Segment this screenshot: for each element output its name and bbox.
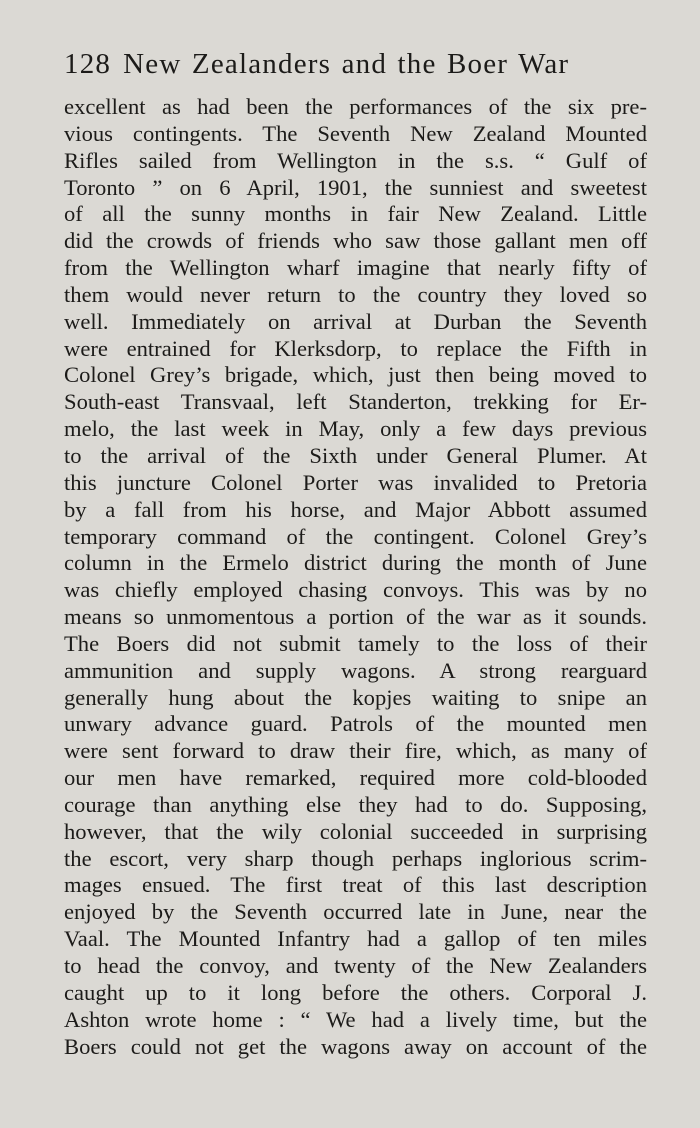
text-line: well. Immediately on arrival at Durban the Seventh <box>64 308 647 334</box>
text-line: The Boers did not submit tamely to the loss of their <box>64 630 647 656</box>
text-line: means so unmomentous a portion of the war as it sounds. <box>64 604 647 630</box>
text-line: from the Wellington wharf imagine that nearly fifty of <box>64 255 647 281</box>
text-line: Toronto ” on 6 April, 1901, the sunniest and sweetest <box>64 174 647 200</box>
text-line: enjoyed by the Seventh occurred late in June, near the <box>64 899 647 925</box>
page-number: 128 <box>64 48 112 80</box>
text-line: this juncture Colonel Porter was invalided to Pretoria <box>64 469 647 495</box>
running-head <box>64 44 624 84</box>
text-line: Rifles sailed from Wellington in the s.s. “ Gulf of <box>64 147 647 173</box>
text-line: excellent as had been the performances of the six pre- <box>64 94 647 119</box>
text-line: did the crowds of friends who saw those gallant men off <box>64 228 647 254</box>
text-line: mages ensued. The first treat of this last description <box>64 872 647 898</box>
text-line: Vaal. The Mounted Infantry had a gallop of ten miles <box>64 926 647 952</box>
text-line: Ashton wrote home : “ We had a lively time, but the <box>64 1006 647 1032</box>
text-line: South-east Transvaal, left Standerton, trekking for Er- <box>64 389 647 415</box>
text-line: Colonel Grey’s brigade, which, just then being moved to <box>64 362 647 388</box>
text-line: courage than anything else they had to do. Supposing, <box>64 791 647 817</box>
text-line: our men have remarked, required more cold-blooded <box>64 765 647 791</box>
text-line: caught up to it long before the others. Corporal J. <box>64 979 647 1005</box>
text-line: ammunition and supply wagons. A strong rearguard <box>64 657 647 683</box>
text-line: unwary advance guard. Patrols of the mounted men <box>64 711 647 737</box>
running-title: New Zealanders and the Boer War <box>123 48 570 80</box>
text-line: to head the convoy, and twenty of the New Zealanders <box>64 953 647 978</box>
text-line: by a fall from his horse, and Major Abbott assumed <box>64 496 647 522</box>
body-text <box>64 94 647 1060</box>
text-line: the escort, very sharp though perhaps inglorious scrim- <box>64 845 647 871</box>
text-line: generally hung about the kopjes waiting to snipe an <box>64 684 647 710</box>
text-line: were sent forward to draw their fire, which, as many of <box>64 738 647 764</box>
text-line: of all the sunny months in fair New Zealand. Little <box>64 201 647 227</box>
text-line: vious contingents. The Seventh New Zealand Mounted <box>64 120 647 146</box>
text-line: melo, the last week in May, only a few days previous <box>64 416 647 442</box>
text-line: to the arrival of the Sixth under General Plumer. At <box>64 442 647 468</box>
text-line: Boers could not get the wagons away on account of the <box>64 1033 647 1059</box>
text-line: column in the Ermelo district during the month of June <box>64 550 647 576</box>
text-line: was chiefly employed chasing convoys. This was by no <box>64 577 647 603</box>
text-line: temporary command of the contingent. Colonel Grey’s <box>64 523 647 549</box>
text-line: them would never return to the country they loved so <box>64 281 647 307</box>
text-line: were entrained for Klerksdorp, to replace the Fifth in <box>64 335 647 361</box>
text-line: however, that the wily colonial succeeded in surprising <box>64 818 647 844</box>
